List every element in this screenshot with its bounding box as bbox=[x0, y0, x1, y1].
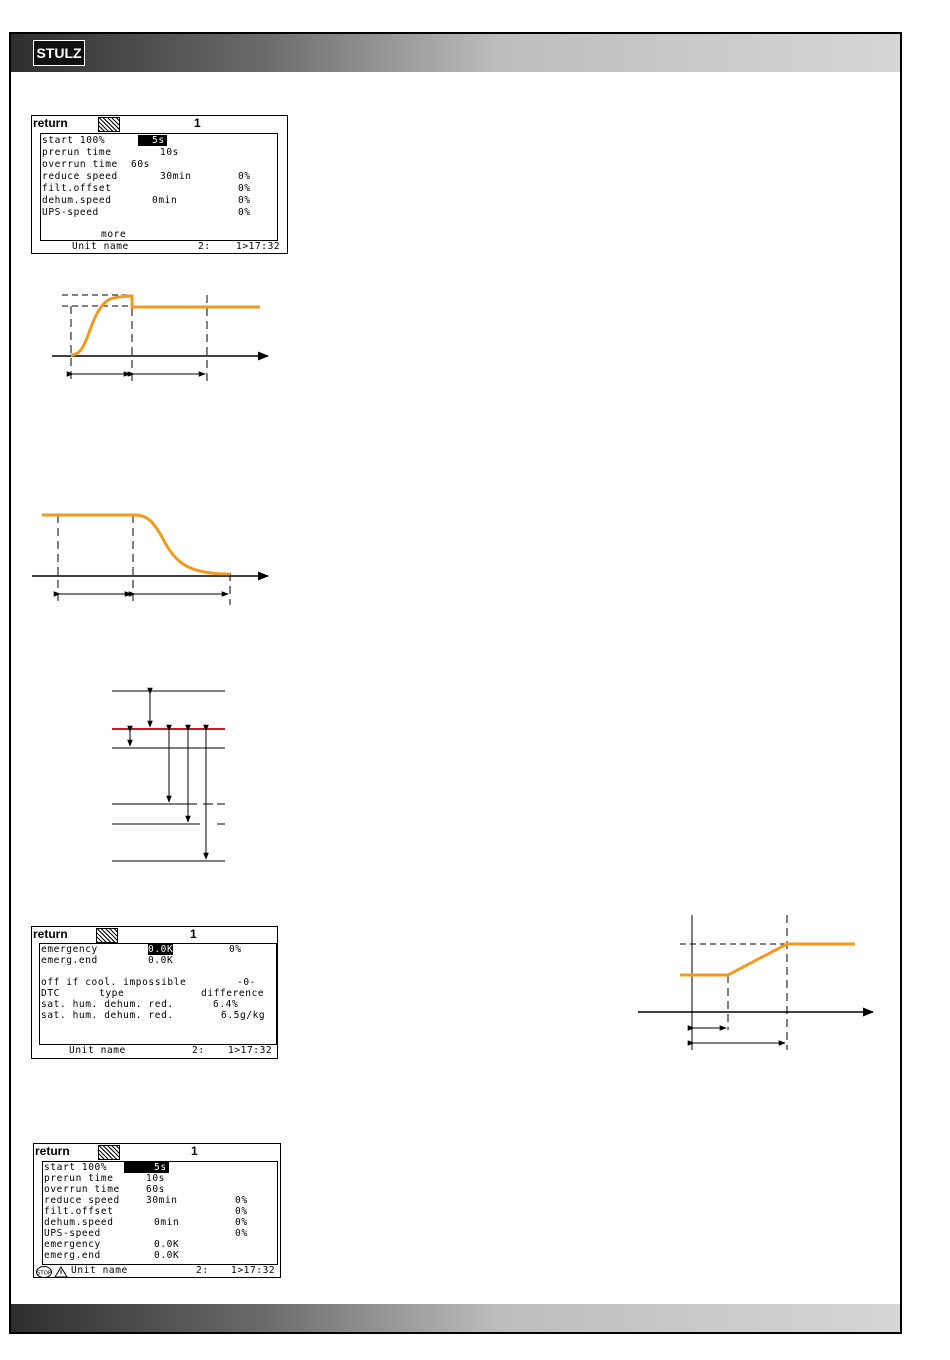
stop-icon[interactable] bbox=[36, 1266, 52, 1278]
status-page: 2: bbox=[192, 1045, 205, 1056]
param-row[interactable] bbox=[44, 1228, 248, 1239]
param-label: emerg.end bbox=[41, 955, 98, 966]
param-value: 0.0K bbox=[154, 1250, 180, 1261]
param-value: 0min bbox=[152, 195, 178, 206]
param-row[interactable] bbox=[44, 1195, 248, 1206]
param-value[interactable]: 5s bbox=[138, 135, 167, 146]
fan-icon bbox=[98, 1145, 120, 1160]
screen-title: return bbox=[33, 927, 68, 941]
param-label: overrun time bbox=[44, 1184, 120, 1195]
param-label: dehum.speed bbox=[42, 195, 112, 206]
param-value2: 0% bbox=[235, 1217, 248, 1228]
param-row[interactable] bbox=[44, 1250, 180, 1261]
param-label: prerun time bbox=[44, 1173, 114, 1184]
more-link[interactable]: more bbox=[101, 229, 127, 240]
param-value: 6.4% bbox=[213, 999, 239, 1010]
param-label: reduce speed bbox=[42, 171, 118, 182]
overrun-diagram bbox=[30, 505, 280, 615]
param-label: emergency bbox=[41, 944, 98, 955]
lcd-screen-emergency bbox=[31, 926, 278, 1059]
param-value2: 0% bbox=[238, 207, 251, 218]
param-value2: 0% bbox=[229, 944, 242, 955]
param-value: 30min bbox=[146, 1195, 178, 1206]
status-unit-name: Unit name bbox=[69, 1045, 126, 1056]
param-row[interactable] bbox=[42, 159, 150, 170]
param-row[interactable] bbox=[41, 1010, 266, 1021]
param-value2: 0% bbox=[238, 183, 251, 194]
unit-number: 1 bbox=[194, 116, 201, 130]
param-label: start 100% bbox=[42, 135, 106, 146]
param-label: DTC bbox=[41, 988, 60, 999]
param-value: 0.0K bbox=[148, 955, 174, 966]
param-label: emerg.end bbox=[44, 1250, 101, 1261]
startup-curve bbox=[71, 296, 260, 355]
startup-diagram bbox=[40, 285, 280, 395]
param-list bbox=[40, 133, 278, 241]
param-list bbox=[39, 943, 277, 1045]
param-label: sat. hum. dehum. red. bbox=[41, 1010, 174, 1021]
param-label: UPS-speed bbox=[42, 207, 99, 218]
param-value: 10s bbox=[146, 1173, 165, 1184]
unit-number: 1 bbox=[191, 1144, 198, 1158]
param-label: off if cool. impossible bbox=[41, 977, 187, 988]
param-value: 0min bbox=[154, 1217, 180, 1228]
param-value: 10s bbox=[160, 147, 179, 158]
param-row[interactable] bbox=[41, 977, 256, 988]
status-time: 1>17:32 bbox=[231, 1265, 276, 1276]
param-row[interactable] bbox=[44, 1173, 165, 1184]
param-value[interactable]: 5s bbox=[124, 1162, 169, 1173]
param-label: overrun time bbox=[42, 159, 118, 170]
param-row[interactable] bbox=[44, 1184, 165, 1195]
lcd-screen-fan-overview bbox=[33, 1143, 281, 1278]
param-row[interactable] bbox=[42, 195, 251, 206]
overrun-curve bbox=[42, 515, 230, 574]
param-row[interactable] bbox=[42, 207, 251, 218]
param-value: 60s bbox=[131, 159, 150, 170]
param-label: UPS-speed bbox=[44, 1228, 101, 1239]
param-value2: 0% bbox=[238, 171, 251, 182]
param-value2: 0% bbox=[235, 1195, 248, 1206]
param-value: 30min bbox=[160, 171, 192, 182]
emergency-levels-diagram bbox=[105, 680, 235, 870]
param-label: sat. hum. dehum. red. bbox=[41, 999, 174, 1010]
ramp-curve bbox=[680, 944, 855, 975]
fan-icon bbox=[96, 928, 118, 943]
unit-number: 1 bbox=[190, 927, 197, 941]
param-row[interactable] bbox=[42, 147, 179, 158]
screen-title: return bbox=[33, 116, 68, 130]
param-row[interactable] bbox=[44, 1206, 248, 1217]
status-page: 2: bbox=[198, 241, 211, 252]
param-label: filt.offset bbox=[42, 183, 112, 194]
param-row[interactable] bbox=[41, 988, 265, 999]
status-time: 1>17:32 bbox=[236, 241, 281, 252]
screen-title: return bbox=[35, 1144, 70, 1158]
param-label: reduce speed bbox=[44, 1195, 120, 1206]
param-value: 60s bbox=[146, 1184, 165, 1195]
status-page: 2: bbox=[196, 1265, 209, 1276]
status-time: 1>17:32 bbox=[228, 1045, 273, 1056]
param-label: filt.offset bbox=[44, 1206, 114, 1217]
param-label: emergency bbox=[44, 1239, 101, 1250]
status-unit-name: Unit name bbox=[71, 1265, 128, 1276]
param-value: 6.5g/kg bbox=[221, 1010, 266, 1021]
emergency-ramp-diagram bbox=[635, 910, 880, 1055]
param-label: start 100% bbox=[44, 1162, 108, 1173]
param-row[interactable] bbox=[42, 135, 165, 146]
footer-bar bbox=[11, 1304, 900, 1332]
status-unit-name: Unit name bbox=[72, 241, 129, 252]
param-value2: 0% bbox=[235, 1228, 248, 1239]
param-row[interactable] bbox=[42, 183, 251, 194]
param-value: 0.0K bbox=[154, 1239, 180, 1250]
stulz-logo: STULZ bbox=[33, 40, 85, 66]
param-value: type bbox=[99, 988, 125, 999]
param-label: prerun time bbox=[42, 147, 112, 158]
param-row[interactable] bbox=[44, 1239, 180, 1250]
lcd-screen-fan-times bbox=[31, 115, 288, 254]
param-row[interactable] bbox=[41, 944, 242, 955]
param-row[interactable] bbox=[41, 955, 174, 966]
param-value[interactable]: 0.0K bbox=[148, 944, 174, 955]
warning-icon[interactable] bbox=[54, 1266, 68, 1278]
param-row[interactable] bbox=[44, 1162, 167, 1173]
fan-icon bbox=[98, 117, 120, 132]
header-bar bbox=[11, 34, 900, 72]
param-row[interactable] bbox=[41, 999, 239, 1010]
param-value2: difference bbox=[201, 988, 265, 999]
param-list bbox=[42, 1161, 278, 1265]
param-value2: 0% bbox=[238, 195, 251, 206]
param-label: dehum.speed bbox=[44, 1217, 114, 1228]
param-value: -0- bbox=[237, 977, 256, 988]
stop-icon-label: STOP bbox=[36, 1270, 52, 1277]
param-value2: 0% bbox=[235, 1206, 248, 1217]
param-row[interactable] bbox=[42, 171, 251, 182]
param-row[interactable] bbox=[44, 1217, 248, 1228]
